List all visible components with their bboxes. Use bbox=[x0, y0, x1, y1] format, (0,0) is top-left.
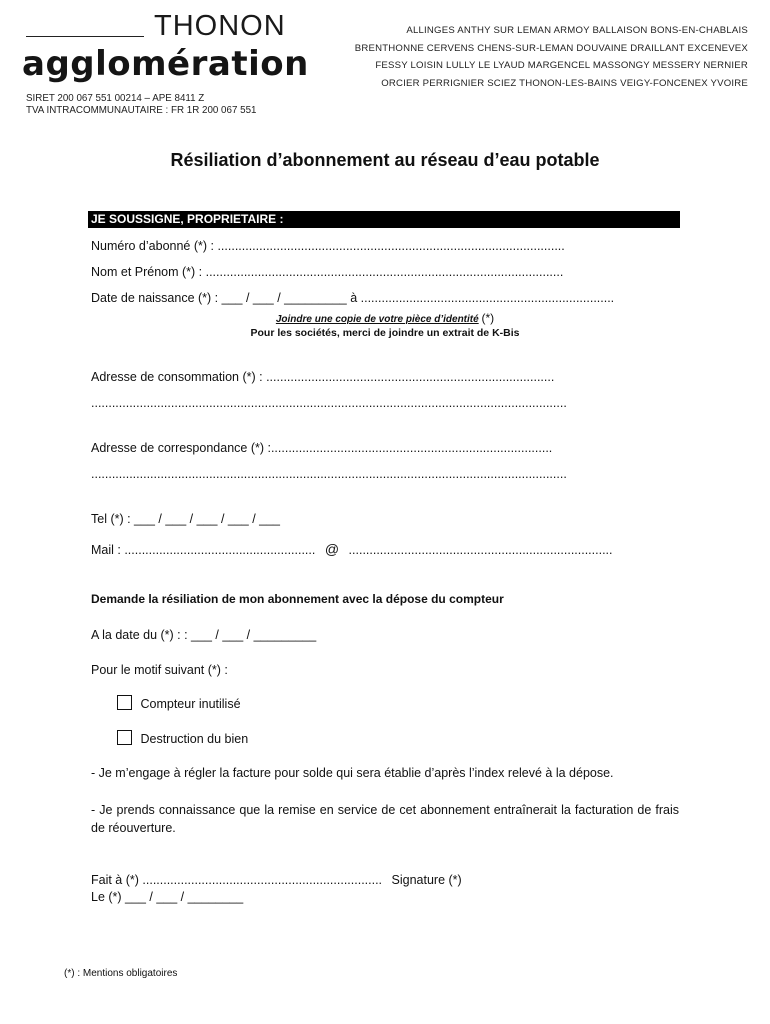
at-sign: @ bbox=[324, 541, 340, 557]
communes-list bbox=[355, 22, 748, 92]
logo-agglomeration: agglomération bbox=[22, 44, 309, 84]
communes-line: ALLINGES ANTHY SUR LEMAN ARMOY BALLAISON BONS-EN-CHABLAIS bbox=[406, 25, 748, 36]
note-id-copy-text: Joindre une copie de votre pièce d’identité bbox=[275, 314, 479, 325]
option-compteur-inutilise-label: Compteur inutilisé bbox=[140, 697, 241, 711]
field-date-naissance[interactable]: Date de naissance (*) : ___ / ___ / _________ à ......................................................................... bbox=[91, 291, 615, 305]
siret-text: SIRET 200 067 551 00214 – APE 8411 Z bbox=[26, 93, 205, 104]
logo-rule bbox=[26, 36, 144, 37]
field-adresse-consommation[interactable]: Adresse de consommation (*) : ................................................................................... bbox=[91, 370, 555, 384]
field-mail-user: Mail : ....................................................... bbox=[91, 543, 316, 557]
field-numero-abonne[interactable]: Numéro d’abonné (*) : .................................................................................................... bbox=[91, 239, 565, 253]
checkbox-destruction-bien[interactable] bbox=[117, 730, 132, 745]
legal-info bbox=[26, 93, 256, 117]
checkbox-compteur-inutilise[interactable] bbox=[117, 695, 132, 710]
field-adresse-correspondance-line2[interactable]: ......................................................................................................................................... bbox=[91, 467, 567, 481]
communes-line: ORCIER PERRIGNIER SCIEZ THONON-LES-BAINS VEIGY-FONCENEX YVOIRE bbox=[381, 77, 748, 89]
option-destruction-bien[interactable] bbox=[117, 730, 248, 746]
logo-thonon: THONON bbox=[154, 10, 286, 42]
option-destruction-bien-label: Destruction du bien bbox=[140, 732, 249, 746]
note-id-copy-star: (*) bbox=[481, 311, 495, 325]
field-telephone[interactable]: Tel (*) : ___ / ___ / ___ / ___ / ___ bbox=[91, 512, 281, 526]
field-nom-prenom[interactable]: Nom et Prénom (*) : ....................................................................................................... bbox=[91, 265, 564, 279]
motif-label: Pour le motif suivant (*) : bbox=[91, 663, 228, 677]
field-date-resiliation[interactable]: A la date du (*) : : ___ / ___ / _________ bbox=[91, 628, 317, 642]
communes-line: BRENTHONNE CERVENS CHENS-SUR-LEMAN DOUVAINE DRAILLANT EXCENEVEX bbox=[354, 42, 748, 54]
note-kbis: Pour les sociétés, merci de joindre un extrait de K-Bis bbox=[250, 327, 520, 339]
communes-line: FESSY LOISIN LULLY LE LYAUD MARGENCEL MASSONGY MESSERY NERNIER bbox=[375, 60, 748, 71]
field-date-signature[interactable]: Le (*) ___ / ___ / ________ bbox=[91, 890, 244, 904]
field-fait-a-text: Fait à (*) ..................................................................... bbox=[91, 873, 383, 887]
field-mail-domain: ............................................................................ bbox=[348, 543, 613, 557]
note-id-copy bbox=[0, 311, 770, 325]
tva-text: TVA INTRACOMMUNAUTAIRE : FR 1R 200 067 551 bbox=[26, 105, 257, 116]
request-heading: Demande la résiliation de mon abonnement avec la dépose du compteur bbox=[91, 592, 504, 606]
field-adresse-correspondance[interactable]: Adresse de correspondance (*) :................................................................................. bbox=[91, 441, 553, 455]
engagement-facture: - Je m’engage à régler la facture pour solde qui sera établie d’après l’index relevé à la dépose. bbox=[91, 766, 614, 780]
field-adresse-consommation-line2[interactable]: ......................................................................................................................................... bbox=[91, 396, 567, 410]
footnote-mentions: (*) : Mentions obligatoires bbox=[64, 968, 178, 979]
engagement-remise-service: - Je prends connaissance que la remise en service de cet abonnement entraînerait la facturation de frais de réouverture. bbox=[91, 803, 679, 835]
page-title: Résiliation d’abonnement au réseau d’eau potable bbox=[170, 150, 600, 170]
section-header-proprietaire: JE SOUSSIGNE, PROPRIETAIRE : bbox=[88, 211, 680, 228]
signature-label: Signature (*) bbox=[391, 873, 462, 887]
field-mail[interactable] bbox=[91, 541, 613, 557]
field-fait-a[interactable] bbox=[91, 873, 462, 887]
option-compteur-inutilise[interactable] bbox=[117, 695, 241, 711]
